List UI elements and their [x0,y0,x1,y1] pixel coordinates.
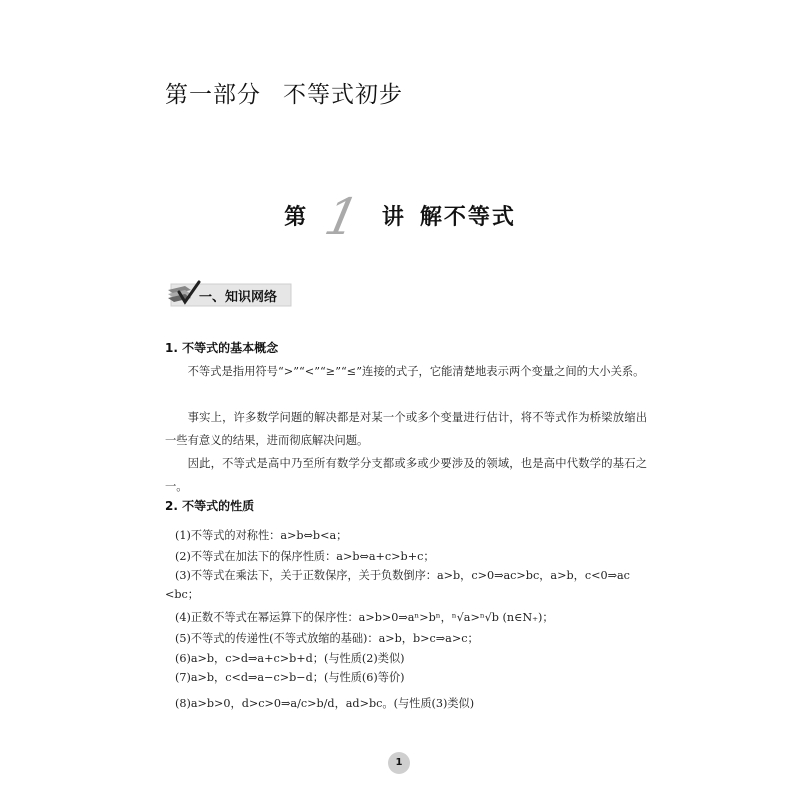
paragraph: 因此，不等式是高中乃至所有数学分支都或多或少要涉及的领域，也是高中代数学的基石之一。 [165,457,647,493]
section-banner [165,280,293,310]
property-line: (8)a>b>0，d>c>0⇒a/c>b/d，ad>bc。(与性质(3)类似) [175,697,475,710]
property-line: (4)正数不等式在幂运算下的保序性：a>b>0⇒aⁿ>bⁿ，ⁿ√a>ⁿ√b (n∈N₊)； [175,611,554,624]
part-label: 第一部分 [165,82,261,108]
property-line: (3)不等式在乘法下，关于正数保序，关于负数倒序：a>b，c>0⇒ac>bc，a>b，c<0⇒ac [175,569,630,582]
part-name: 不等式初步 [283,82,403,108]
property-line: <bc； [165,588,199,601]
property-line: (7)a>b，c<d⇒a−c>b−d；(与性质(6)等价) [175,671,405,684]
lecture-number: 1 [319,188,367,246]
paragraph: 事实上，许多数学问题的解决都是对某一个或多个变量进行估计，将不等式作为桥梁放缩出一些有意义的结果，进而彻底解决问题。 [165,411,647,447]
property-line: (1)不等式的对称性：a>b⇔b<a； [175,529,348,542]
property-line: (2)不等式在加法下的保序性质：a>b⇔a+c>b+c； [175,550,435,563]
page-number: 1 [388,752,410,774]
part-title [165,76,403,109]
lecture-title [0,188,800,246]
section-label: 一、知识网络 [199,290,278,305]
property-line: (5)不等式的传递性(不等式放缩的基础)：a>b，b>c⇒a>c； [175,632,479,645]
paragraph: 不等式是指用符号“>”“<”“≥”“≤”连接的式子，它能清楚地表示两个变量之间的大小关系。 [187,365,645,378]
property-line: (6)a>b，c>d⇒a+c>b+d；(与性质(2)类似) [175,652,405,665]
sub1-heading: 1. 不等式的基本概念 [165,341,279,355]
sub2-heading: 2. 不等式的性质 [165,499,255,513]
lecture-suffix: 讲 [381,205,406,230]
lecture-name: 解不等式 [419,205,516,230]
lecture-prefix: 第 [284,205,309,230]
